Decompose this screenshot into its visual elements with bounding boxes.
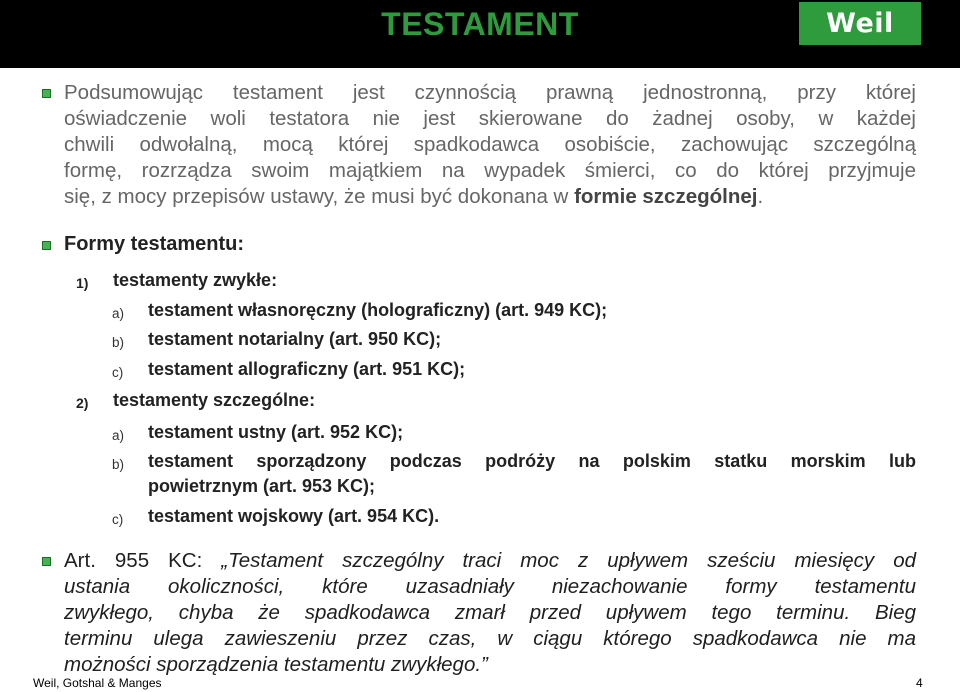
footer-firm: Weil, Gotshal & Manges xyxy=(33,676,162,690)
list-item: testament sporządzony podczas podróży na polskim statku morskim lub xyxy=(148,451,916,471)
definition-line: Podsumowując testament jest czynnością prawną jednostronną, przy której xyxy=(64,81,916,104)
definition-line: oświadczenie woli testatora nie jest skierowane do żadnej osoby, w każdej xyxy=(64,107,916,130)
slide-title: TESTAMENT xyxy=(381,6,579,42)
bullet-icon xyxy=(42,89,51,98)
article-line xyxy=(64,548,916,574)
definition-line xyxy=(64,184,916,210)
weil-logo: Weil xyxy=(799,2,921,45)
definition-end: . xyxy=(757,185,764,208)
list-item: testament notarialny (art. 950 KC); xyxy=(148,329,442,349)
bullet-icon xyxy=(42,557,51,566)
page-number: 4 xyxy=(916,676,923,690)
special-label: testamenty szczególne: xyxy=(113,390,316,410)
bullet-icon xyxy=(42,241,51,250)
definition-line: chwili odwołalną, mocą której spadkodawca osobiście, zachowując szczególną xyxy=(64,133,916,156)
title-bar xyxy=(0,0,960,68)
definition-paragraph xyxy=(64,80,916,210)
ordinary-label: testamenty zwykłe: xyxy=(113,270,278,290)
list-item-continuation: powietrznym (art. 953 KC); xyxy=(148,476,376,496)
list-item: testament ustny (art. 952 KC); xyxy=(148,422,404,442)
list-letter: a) xyxy=(112,306,125,321)
list-letter: b) xyxy=(112,457,125,472)
list-item: testament allograficzny (art. 951 KC); xyxy=(148,359,466,379)
list-item: testament własnoręczny (holograficzny) (art. 949 KC); xyxy=(148,300,608,320)
definition-line: formę, rozrządza swoim majątkiem na wypadek śmierci, co do której przyjmuje xyxy=(64,159,916,182)
list-number: 2) xyxy=(76,395,89,411)
article-quote xyxy=(64,548,916,678)
definition-text: się, z mocy przepisów ustawy, że musi być dokonana w xyxy=(64,185,575,208)
article-line: zwykłego, chyba że spadkodawca zmarł przed upływem tego terminu. Bieg xyxy=(64,601,916,624)
list-number: 1) xyxy=(76,275,89,291)
article-text: „Testament szczególny traci moc z upływem sześciu miesięcy od xyxy=(221,549,916,572)
article-line: możności sporządzenia testamentu zwykłego.” xyxy=(64,653,488,676)
forms-heading: Formy testamentu: xyxy=(64,233,245,255)
article-line: ustania okoliczności, które uzasadniały niezachowanie formy testamentu xyxy=(64,575,916,598)
article-prefix: Art. 955 KC: xyxy=(64,549,222,572)
list-letter: b) xyxy=(112,335,125,350)
list-letter: c) xyxy=(112,365,124,380)
article-line: terminu ulega zawieszeniu przez czas, w ciągu którego spadkodawca nie ma xyxy=(64,627,916,650)
list-item: testament wojskowy (art. 954 KC). xyxy=(148,506,440,526)
emphasis-text: formie szczególnej xyxy=(574,185,758,208)
list-letter: a) xyxy=(112,428,125,443)
list-letter: c) xyxy=(112,512,124,527)
